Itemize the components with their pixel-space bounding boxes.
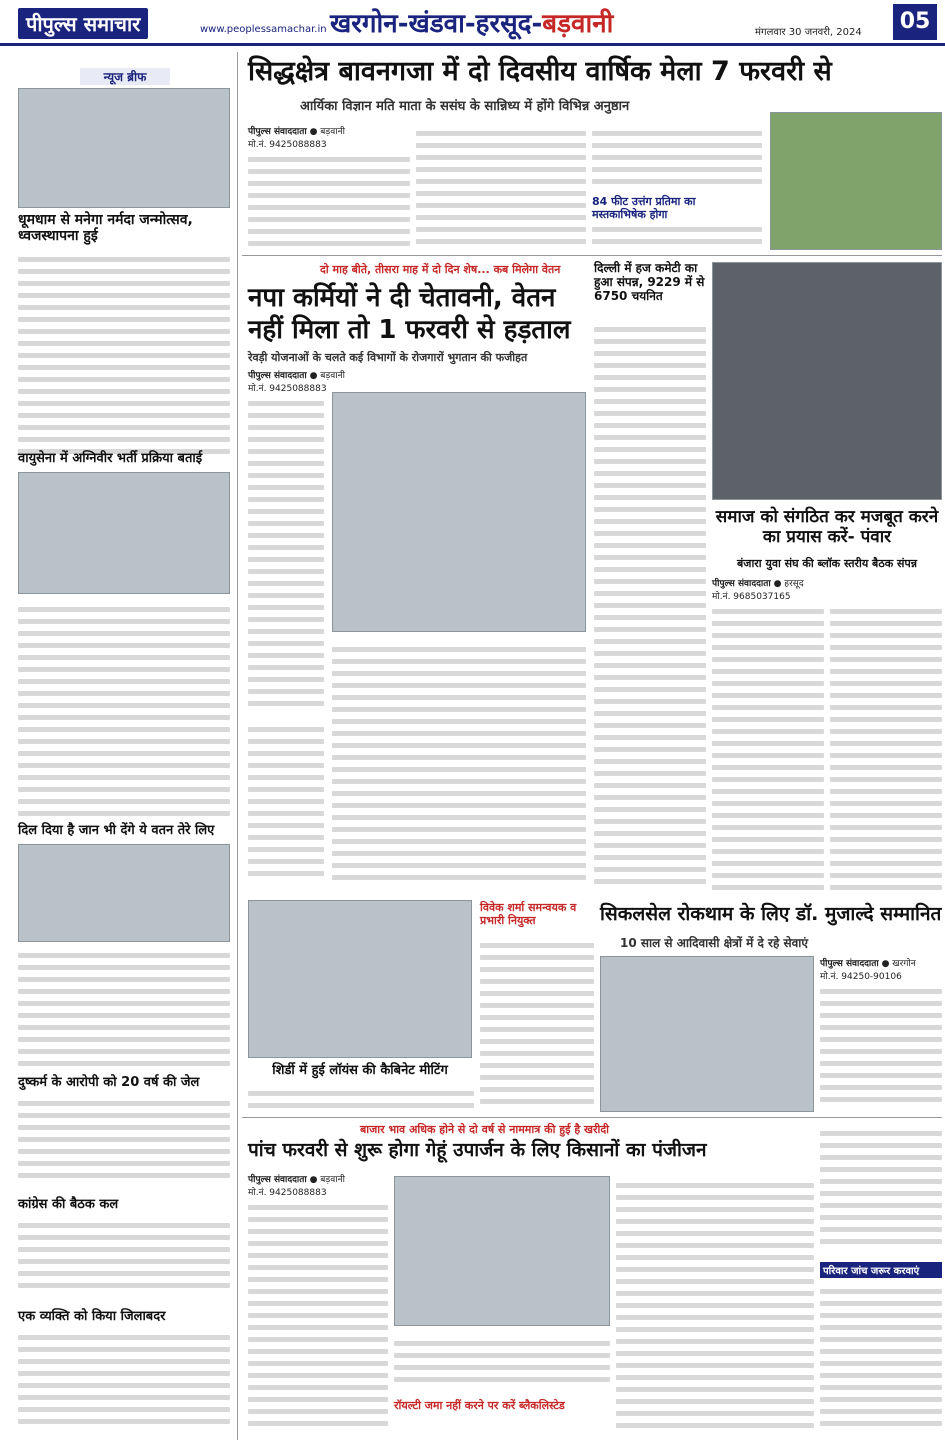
issue-date: मंगलवार 30 जनवरी, 2024 (755, 27, 862, 38)
story4-byline: पीपुल्स संवाददाता ● हरसूद मो.नं. 9685037165 (712, 579, 804, 602)
story2-byline: पीपुल्स संवाददाता ● बड़वानी मो.नं. 9425088883 (248, 371, 345, 394)
news-brief-label: न्यूज ब्रीफ (80, 68, 170, 85)
photo-narmada-event (18, 88, 230, 208)
photo-bawangaja-statue (770, 112, 942, 250)
byline-phone: मो.नं. 9425088883 (248, 140, 327, 150)
story2-body-cols (332, 640, 586, 892)
sidebar-body-1 (18, 250, 230, 460)
story3-headline: दिल्ली में हज कमेटी का हुआ संपन्न, 9229 में से 6750 चयनित (594, 261, 705, 303)
byline-name: पीपुल्स संवाददाता (248, 1175, 307, 1185)
sidebar-body-5 (18, 1216, 230, 1304)
lead-body-col2 (416, 124, 586, 250)
sidebar-body-3 (18, 946, 230, 1074)
lead-inner-head: 84 फीट उत्तंग प्रतिमा का मस्तकाभिषेक होगा (592, 195, 696, 221)
byline-place: बड़वानी (320, 1175, 345, 1185)
divider-bottom (242, 1117, 942, 1118)
byline-place: हरसूद (784, 579, 804, 589)
byline-phone: मो.नं. 9425088883 (248, 384, 327, 394)
story4-subheadline: बंजारा युवा संघ की ब्लॉक स्तरीय बैठक संपन्न (737, 557, 917, 570)
page-title-red: बड़वानी (542, 9, 614, 39)
page-title (330, 4, 613, 40)
story2-kicker: दो माह बीते, तीसरा माह में दो दिन शेष... कब मिलेगा वेतन (320, 263, 561, 276)
byline-name: पीपुल्स संवाददाता (820, 959, 879, 969)
story7-body-top (820, 982, 942, 1112)
story8-byline: पीपुल्स संवाददाता ● बड़वानी मो.नं. 9425088883 (248, 1175, 345, 1198)
story4-headline: समाज को संगठित कर मजबूत करने का प्रयास करें- पंवार (715, 507, 939, 547)
divider-lead (242, 255, 942, 256)
photo-registration-meeting (394, 1176, 610, 1326)
photo-banjara-meeting (712, 262, 942, 500)
story7-inner-head: परिवार जांच जरूर करवाएं (820, 1262, 942, 1278)
story8-kicker: बाजार भाव अधिक होने से दो वर्ष से नाममात्र की हुई है खरीदी (360, 1123, 610, 1136)
sidebar-headline-3: दिल दिया है जान भी देंगे ये वतन तेरे लिए (18, 823, 215, 838)
lead-byline: पीपुल्स संवाददाता ● बड़वानी मो.नं. 9425088883 (248, 127, 345, 150)
lead-body-col3 (592, 124, 762, 192)
newspaper-logo: पीपुल्स समाचार (18, 8, 148, 39)
byline-name: पीपुल्स संवाददाता (248, 371, 307, 381)
story8-headline: पांच फरवरी से शुरू होगा गेहूं उपार्जन के लिए किसानों का पंजीजन (248, 1139, 707, 1161)
sidebar-body-2 (18, 600, 230, 820)
byline-place: खरगोन (892, 959, 916, 969)
story8-body-mid (394, 1334, 610, 1398)
story3-body (594, 320, 706, 912)
lead-body-col4 (592, 220, 762, 252)
page-number: 05 (893, 4, 937, 40)
lead-headline: सिद्धक्षेत्र बावनगजा में दो दिवसीय वार्षिक मेला 7 फरवरी से (248, 56, 832, 87)
photo-napa-workers (332, 392, 586, 632)
column-divider-left (237, 52, 238, 1440)
sidebar-headline-1: धूमधाम से मनेगा नर्मदा जन्मोत्सव, ध्वजस्थापना हुई (18, 212, 193, 245)
page-title-main: खरगोन-खंडवा-हरसूद- (330, 9, 543, 39)
website-url: www.peoplessamachar.in (200, 24, 327, 35)
photo-lions-meeting (248, 900, 472, 1058)
story2-headline: नपा कर्मियों ने दी चेतावनी, वेतन नहीं मिला तो 1 फरवरी से हड़ताल (248, 283, 571, 345)
story7-body-bottom (820, 1282, 942, 1438)
story2-body-col1 (248, 394, 324, 714)
photo-dr-mujalde-honour (600, 956, 814, 1112)
sidebar-headline-5: कांग्रेस की बैठक कल (18, 1197, 119, 1212)
photo-patriotic-program (18, 844, 230, 942)
story6-body (480, 936, 594, 1112)
byline-phone: मो.नं. 9425088883 (248, 1188, 327, 1198)
lead-body-col1 (248, 150, 410, 250)
story2-body-col1b (248, 720, 324, 890)
story2-subheadline: रेवड़ी योजनाओं के चलते कई विभागों के रोजगारों भुगतान की फजीहत (248, 351, 528, 364)
photo-agniveer-session (18, 472, 230, 594)
sidebar-headline-4: दुष्कर्म के आरोपी को 20 वर्ष की जेल (18, 1075, 200, 1090)
byline-name: पीपुल्स संवाददाता (248, 127, 307, 137)
story8-body-col3 (616, 1176, 814, 1438)
byline-phone: मो.नं. 94250-90106 (820, 972, 902, 982)
story5-caption: शिर्डी में हुई लॉयंस की कैबिनेट मीटिंग (272, 1063, 448, 1078)
sidebar-headline-2: वायुसेना में अग्निवीर भर्ती प्रक्रिया बताई (18, 451, 203, 466)
story7-subheadline: 10 साल से आदिवासी क्षेत्रों में दे रहे सेवाएं (620, 936, 809, 950)
byline-place: बड़वानी (320, 371, 345, 381)
sidebar-headline-6: एक व्यक्ति को किया जिलाबदर (18, 1309, 166, 1324)
story6-headline: विवेक शर्मा समन्वयक व प्रभारी नियुक्त (480, 901, 577, 927)
story5-body (248, 1084, 474, 1114)
lead-subheadline: आर्यिका विज्ञान मति माता के ससंघ के सान्निध्य में होंगे विभिन्न अनुष्ठान (300, 99, 630, 114)
story8-body-col1 (248, 1198, 388, 1438)
story4-body-col1 (712, 602, 824, 910)
story7-byline: पीपुल्स संवाददाता ● खरगोन मो.नं. 94250-90106 (820, 959, 916, 982)
story8-inner-head: रॉयल्टी जमा नहीं करने पर करें ब्लैकलिस्टेड (394, 1399, 565, 1412)
story7-body-mid (820, 1124, 942, 1260)
byline-place: बड़वानी (320, 127, 345, 137)
story7-headline: सिकलसेल रोकथाम के लिए डॉ. मुजाल्दे सम्मानित (600, 903, 942, 925)
story4-body-col2 (830, 602, 942, 910)
sidebar-body-6 (18, 1328, 230, 1438)
byline-name: पीपुल्स संवाददाता (712, 579, 771, 589)
byline-phone: मो.नं. 9685037165 (712, 592, 791, 602)
sidebar-body-4 (18, 1094, 230, 1194)
